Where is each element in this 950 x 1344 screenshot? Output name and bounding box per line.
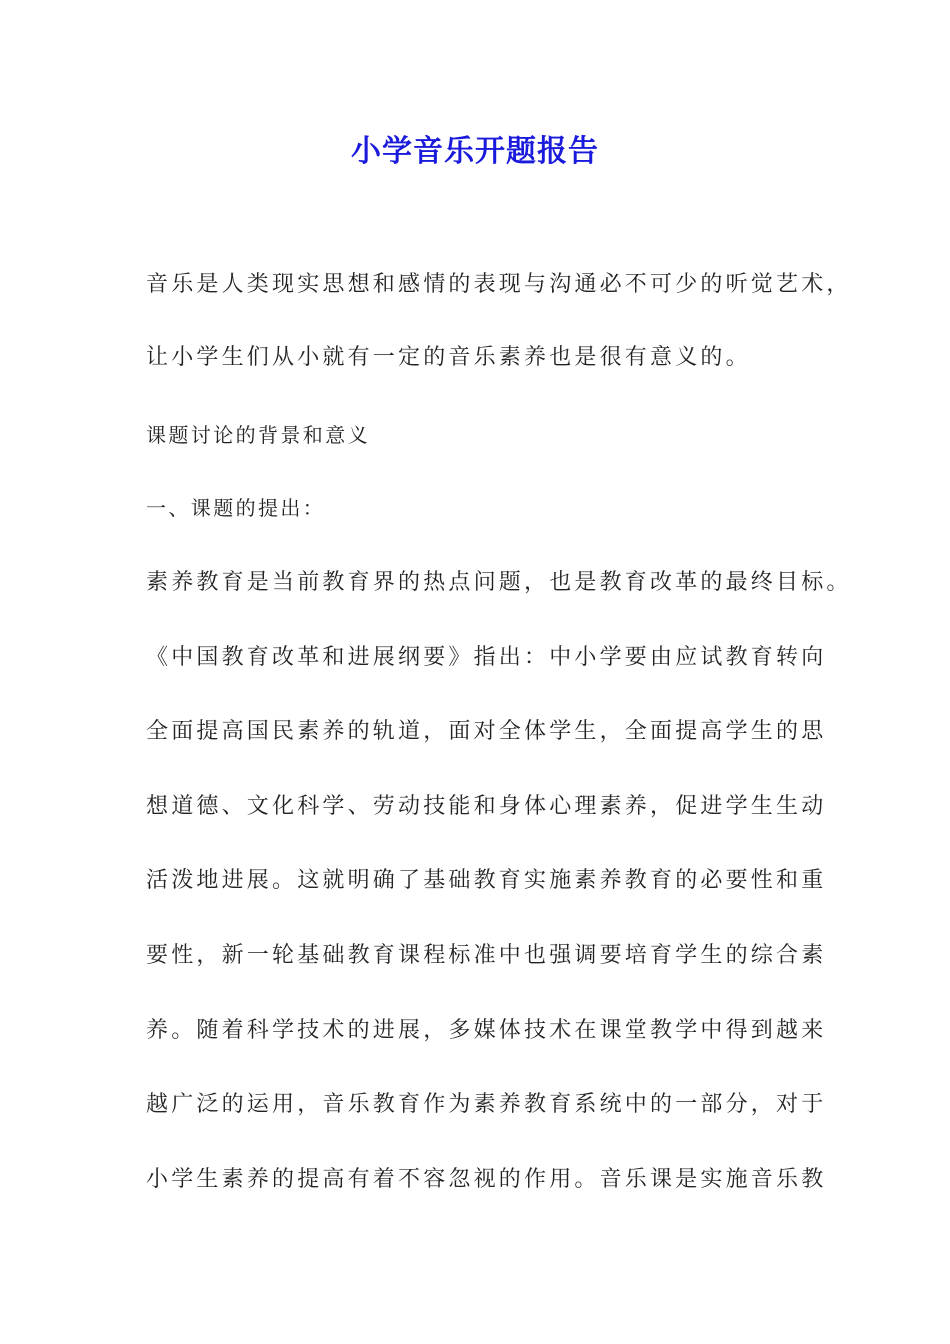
paragraph-line-5: 全面提高国民素养的轨道，面对全体学生，全面提高学生的思 <box>146 719 827 744</box>
paragraph-line-11: 小学生素养的提高有着不容忽视的作用。音乐课是实施音乐教 <box>146 1167 827 1192</box>
paragraph-line-3: 素养教育是当前教育界的热点问题，也是教育改革的最终目标。 <box>146 570 852 595</box>
paragraph-line-2: 让小学生们从小就有一定的音乐素养也是很有意义的。 <box>146 345 751 370</box>
paragraph-line-4: 《中国教育改革和进展纲要》指出：中小学要由应试教育转向 <box>146 645 827 670</box>
paragraph-line-6: 想道德、文化科学、劳动技能和身体心理素养，促进学生生动 <box>146 794 827 819</box>
section-heading: 课题讨论的背景和意义 <box>146 423 370 447</box>
paragraph-line-8: 要性，新一轮基础教育课程标准中也强调要培育学生的综合素 <box>146 943 827 968</box>
paragraph-line-7: 活泼地进展。这就明确了基础教育实施素养教育的必要性和重 <box>146 868 827 893</box>
paragraph-line-9: 养。随着科学技术的进展，多媒体技术在课堂教学中得到越来 <box>146 1018 827 1043</box>
paragraph-line-10: 越广泛的运用，音乐教育作为素养教育系统中的一部分，对于 <box>146 1092 827 1117</box>
document-title: 小学音乐开题报告 <box>351 134 599 169</box>
paragraph-line-1: 音乐是人类现实思想和感情的表现与沟通必不可少的听觉艺术， <box>146 272 852 297</box>
subsection-heading: 一、课题的提出： <box>146 496 326 520</box>
